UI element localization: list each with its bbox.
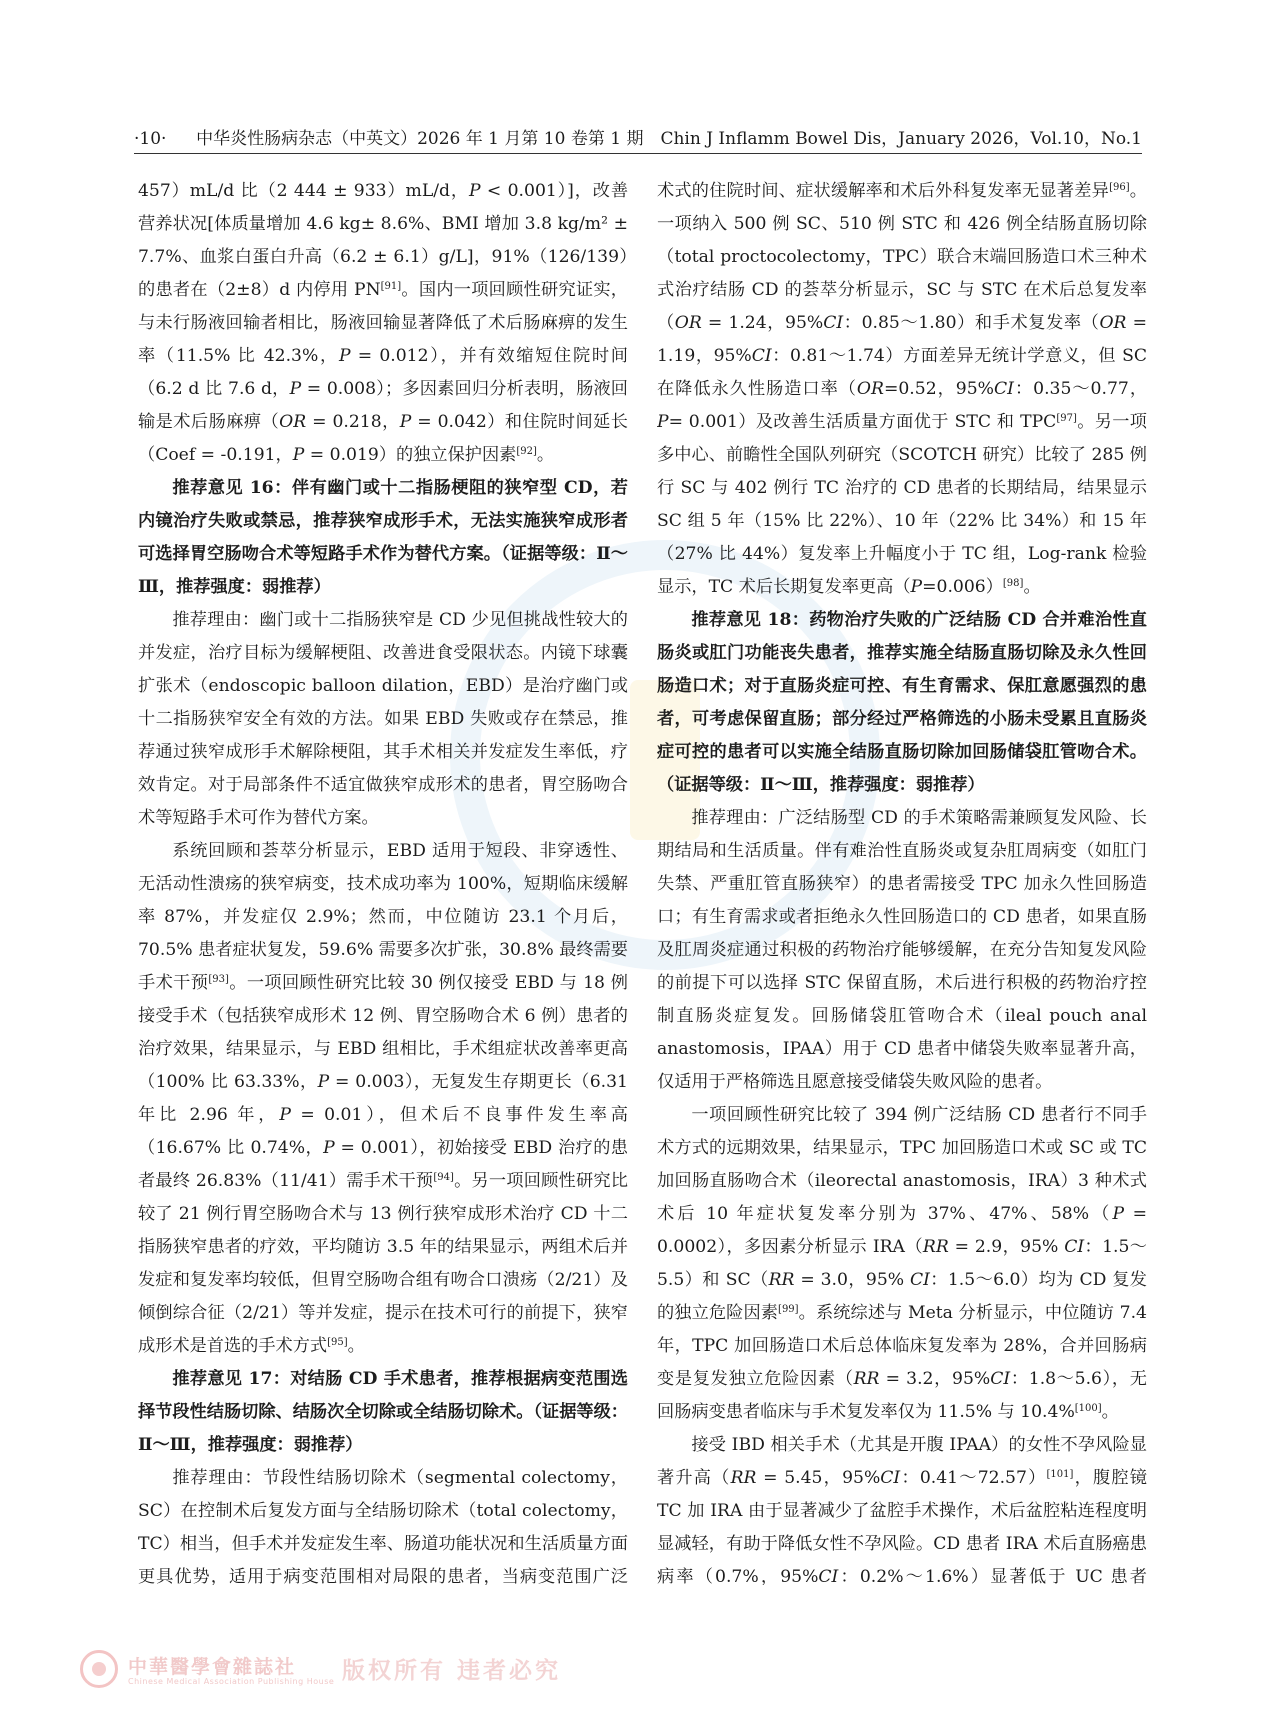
body-paragraph: 推荐理由：节段性结肠切除术（segmental colectomy，SC）在控制术后复发方面与全结肠切除术（total colectomy，TC）相当，但手术并发症发生率、肠道功能状况和生活质量方面更具优势，适用于病变范围相对局限的患者，当病变范围广泛: [138, 1468, 628, 1585]
journal-citation: 中华炎性肠病杂志（中英文）2026 年 1 月第 10 卷第 1 期 Chin J Inflamm Bowel Dis，January 2026，Vol.10，No.1: [196, 129, 1142, 149]
right-text-column: [657, 175, 1147, 1585]
copyright-slogan: 版权所有 违者必究: [342, 1657, 562, 1684]
body-paragraph: 推荐理由：广泛结肠型 CD 的手术策略需兼顾复发风险、长期结局和生活质量。伴有难治性直肠炎或复杂肛周病变（如肛门失禁、严重肛管直肠狭窄）的患者需接受 TPC 加永久性回肠造口；有生育需求或者拒绝永久性回肠造口的 CD 患者，如果直肠及肛周炎症通过积极的药物治疗能够缓解，在充分告知复发风险的前提下可以选择 STC 保留直肠，术后进行积极的药物治疗控制直肠炎症复发。回肠储袋肛管吻合术（ileal pouch anal anastomosis，IPAA）用于 CD 患者中储袋失败率显著升高，仅适用于严格筛选且愿意接受储袋失败风险的患者。: [657, 808, 1147, 1092]
body-paragraph: 术式的住院时间、症状缓解率和术后外科复发率无显著差异[96]。一项纳入 500 例 SC、510 例 STC 和 426 例全结肠直肠切除（total proctocolectomy，TPC）联合末端回肠造口术三种术式治疗结肠 CD 的荟萃分析显示，SC 与 STC 在术后总复发率（OR = 1.24，95%CI：0.85～1.80）和手术复发率（OR = 1.19，95%CI：0.81～1.74）方面差异无统计学意义，但 SC 在降低永久性肠造口率（OR=0.52，95%CI：0.35～0.77，P= 0.001）及改善生活质量方面优于 STC 和 TPC[97]。另一项多中心、前瞻性全国队列研究（SCOTCH 研究）比较了 285 例行 SC 与 402 例行 TC 治疗的 CD 患者的长期结局，结果显示 SC 组 5 年（15% 比 22%）、10 年（22% 比 34%）和 15 年（27% 比 44%）复发率上升幅度小于 TC 组，Log-rank 检验显示，TC 术后长期复发率更高（P=0.006）[98]。: [657, 181, 1147, 597]
publisher-english-name: Chinese Medical Association Publishing House: [128, 1677, 335, 1686]
recommendation-paragraph: 推荐意见 16：伴有幽门或十二指肠梗阻的狭窄型 CD，若内镜治疗失败或禁忌，推荐狭窄成形手术，无法实施狭窄成形者可选择胃空肠吻合术等短路手术作为替代方案。（证据等级：Ⅱ～Ⅲ，推荐强度：弱推荐）: [138, 478, 628, 597]
body-paragraph: 一项回顾性研究比较了 394 例广泛结肠 CD 患者行不同手术方式的远期效果，结果显示，TPC 加回肠造口术或 SC 或 TC 加回肠直肠吻合术（ileorectal anastomosis，IRA）3 种术式术后 10 年症状复发率分别为 37%、47%、58%（P = 0.0002），多因素分析显示 IRA（RR = 2.9，95% CI：1.5～5.5）和 SC（RR = 3.0，95% CI：1.5～6.0）均为 CD 复发的独立危险因素[99]。系统综述与 Meta 分析显示，中位随访 7.4 年，TPC 加回肠造口术后总体临床复发率为 28%，合并回肠病变是复发独立危险因素（RR = 3.2，95%CI：1.8～5.6），无回肠病变患者临床与手术复发率仅为 11.5% 与 10.4%[100]。: [657, 1105, 1147, 1422]
publisher-stamp: [80, 1650, 600, 1694]
recommendation-paragraph: 推荐意见 18：药物治疗失败的广泛结肠 CD 合并难治性直肠炎或肛门功能丧失患者，推荐实施全结肠直肠切除及永久性回肠造口术；对于直肠炎症可控、有生育需求、保肛意愿强烈的患者，可考虑保留直肠；部分经过严格筛选的小肠未受累且直肠炎症可控的患者可以实施全结肠直肠切除加回肠储袋肛管吻合术。（证据等级：Ⅱ～Ⅲ，推荐强度：弱推荐）: [657, 610, 1147, 795]
body-paragraph: 推荐理由：幽门或十二指肠狭窄是 CD 少见但挑战性较大的并发症，治疗目标为缓解梗阻、改善进食受限状态。内镜下球囊扩张术（endoscopic balloon dilation，EBD）是治疗幽门或十二指肠狭窄安全有效的方法。如果 EBD 失败或存在禁忌，推荐通过狭窄成形手术解除梗阻，其手术相关并发症发生率低，疗效肯定。对于局部条件不适宜做狭窄成形术的患者，胃空肠吻合术等短路手术可作为替代方案。: [138, 610, 628, 828]
left-text-column: [138, 175, 628, 1585]
page-number: ·10·: [134, 129, 167, 149]
body-paragraph: 系统回顾和荟萃分析显示，EBD 适用于短段、非穿透性、无活动性溃疡的狭窄病变，技术成功率为 100%，短期临床缓解率 87%，并发症仅 2.9%；然而，中位随访 23.1 个月后，70.5% 患者症状复发，59.6% 需要多次扩张，30.8% 最终需要手术干预[93]。一项回顾性研究比较 30 例仅接受 EBD 与 18 例接受手术（包括狭窄成形术 12 例、胃空肠吻合术 6 例）患者的治疗效果，结果显示，与 EBD 组相比，手术组症状改善率更高（100% 比 63.33%，P = 0.003），无复发生存期更长（6.31 年比 2.96 年，P = 0.01），但术后不良事件发生率高（16.67% 比 0.74%，P = 0.001），初始接受 EBD 治疗的患者最终 26.83%（11/41）需手术干预[94]。另一项回顾性研究比较了 21 例行胃空肠吻合术与 13 例行狭窄成形术治疗 CD 十二指肠狭窄患者的疗效，平均随访 3.5 年的结果显示，两组术后并发症和复发率均较低，但胃空肠吻合组有吻合口溃疡（2/21）及倾倒综合征（2/21）等并发症，提示在技术可行的前提下，狭窄成形术是首选的手术方式[95]。: [138, 841, 628, 1356]
publisher-seal-icon: [80, 1650, 118, 1688]
running-header: [134, 124, 1142, 154]
body-paragraph: 457）mL/d 比（2 444 ± 933）mL/d，P < 0.001）]，改善营养状况[体质量增加 4.6 kg± 8.6%、BMI 增加 3.8 kg/m² ± 7.7%、血浆白蛋白升高（6.2 ± 6.1）g/L]，91%（126/139）的患者在（2±8）d 内停用 PN[91]。国内一项回顾性研究证实，与未行肠液回输者相比，肠液回输显著降低了术后肠麻痹的发生率（11.5% 比 42.3%，P = 0.012），并有效缩短住院时间（6.2 d 比 7.6 d，P = 0.008）；多因素回归分析表明，肠液回输是术后肠麻痹（OR = 0.218，P = 0.042）和住院时间延长（Coef = -0.191，P = 0.019）的独立保护因素[92]。: [138, 181, 628, 465]
body-paragraph: 接受 IBD 相关手术（尤其是开腹 IPAA）的女性不孕风险显著升高（RR = 5.45，95%CI：0.41～72.57）[101]，腹腔镜 TC 加 IRA 由于显著减少了盆腔手术操作，术后盆腔粘连程度明显减轻，有助于降低女性不孕风险。CD 患者 IRA 术后直肠癌患病率（0.7%，95%CI：0.2%～1.6%）显著低于 UC 患者: [657, 1435, 1147, 1585]
recommendation-paragraph: 推荐意见 17：对结肠 CD 手术患者，推荐根据病变范围选择节段性结肠切除、结肠次全切除或全结肠切除术。（证据等级：Ⅱ～Ⅲ，推荐强度：弱推荐）: [138, 1369, 628, 1455]
publisher-name: 中華醫學會雜誌社: [128, 1656, 297, 1678]
